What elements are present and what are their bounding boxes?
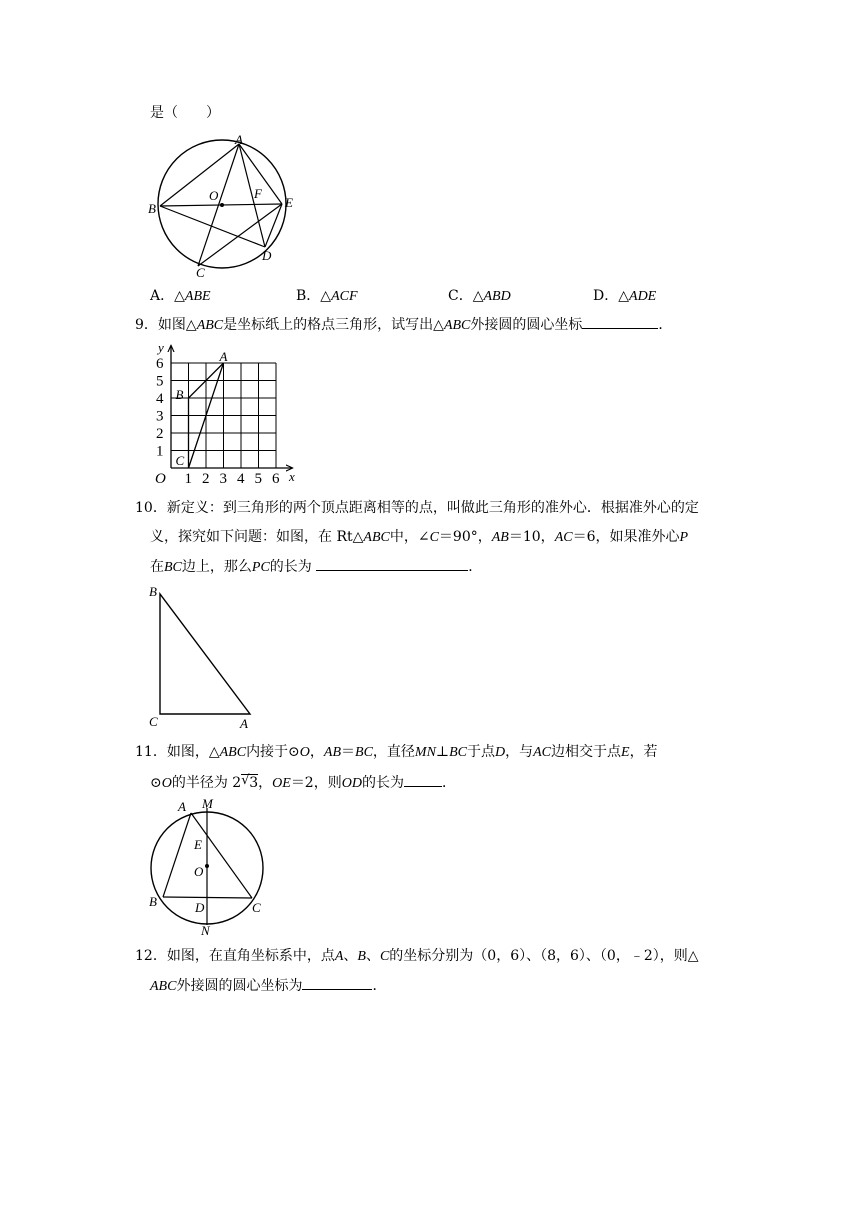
q12-line-1: 12．如图，在直角坐标系中，点A、B、C的坐标分别为（0，6）、（8，6）、（0，﹣2），则△ [135,948,699,964]
q9-grid-figure [144,340,304,488]
q9-text: 9．如图△ABC是坐标纸上的格点三角形，试写出△ABC外接圆的圆心坐标 ． [135,314,672,336]
q11-label-c: C [252,900,261,915]
q11-label-e: E [194,837,202,852]
q10-triangle-figure [142,580,262,732]
q10-line-1: 10．新定义：到三角形的两个顶点距离相等的点，叫做此三角形的准外心．根据准外心的定 [135,500,699,516]
q9-label-a: A [219,349,228,364]
q9-y-axis-label: y [158,340,164,355]
q11-label-n: N [201,923,210,936]
q9-label-c: C [175,453,185,468]
q11-circle-figure [144,796,274,936]
q12-line-2: ABC外接圆的圆心坐标为 ． [150,975,386,997]
q9-y-tick-label: 6 [156,356,164,372]
q8-option-a: A．△ABE [150,288,211,304]
q8-option-b: B．△ACF [296,288,358,304]
q9-x-tick-label: 6 [272,471,280,487]
q8-option-c: C．△ABD [448,288,511,304]
q9-y-tick-label: 3 [156,408,164,425]
q11-label-b: B [149,894,157,909]
q11-label-m: M [202,796,213,811]
q12-answer-blank[interactable] [302,975,372,990]
q11-line-2: ⊙O的半径为 2 √ 3，OE＝2，则OD的长为 ． [150,773,456,791]
q9-y-tick-label: 5 [156,373,164,390]
q8-tail: 是（ ） [150,105,220,121]
q10-label-b: B [149,584,157,599]
q8-figure [142,132,312,280]
q8-label-c: C [196,265,205,280]
q11-answer-blank[interactable] [404,772,442,787]
q9-x-tick-label: 5 [254,471,262,487]
q10-label-c: C [149,714,158,729]
q8-label-f: F [254,186,262,201]
q9-x-axis-label: x [289,469,295,484]
q9-y-tick-label: 4 [156,391,164,407]
q11-line-1: 11．如图，△ABC内接于⊙O，AB＝BC，直径MN⊥BC于点D，与AC边相交于点E，若 [135,744,658,760]
q8-label-e: E [285,195,293,210]
q8-label-b: B [148,201,156,216]
q11-label-a: A [178,799,186,814]
q9-x-tick-label: 1 [184,471,192,487]
q10-line-3: 在BC边上，那么PC的长为 ． [150,556,482,578]
q9-y-tick-label: 2 [156,426,164,442]
q10-line-2: 义，探究如下问题：如图，在 Rt△ABC中，∠C＝90°，AB＝10，AC＝6，如果准外心P [150,529,689,545]
q9-answer-blank[interactable] [582,314,658,329]
q8-label-a: A [235,132,243,147]
q8-label-o: O [209,188,219,203]
q10-answer-blank[interactable] [316,556,468,571]
q9-y-tick-label: 1 [156,443,164,460]
q9-x-tick-label: 4 [237,471,245,487]
q9-label-b: B [175,387,184,402]
q10-label-a: A [240,716,248,731]
q11-label-d: D [195,900,205,915]
sqrt-symbol: √ 3 [241,773,259,791]
q9-origin-label: O [155,471,166,487]
q9-x-tick-label: 3 [219,471,227,487]
q9-x-tick-label: 2 [202,471,210,487]
q8-option-d: D．△ADE [593,288,657,304]
q8-label-d: D [262,248,272,263]
q11-label-o: O [194,864,204,879]
